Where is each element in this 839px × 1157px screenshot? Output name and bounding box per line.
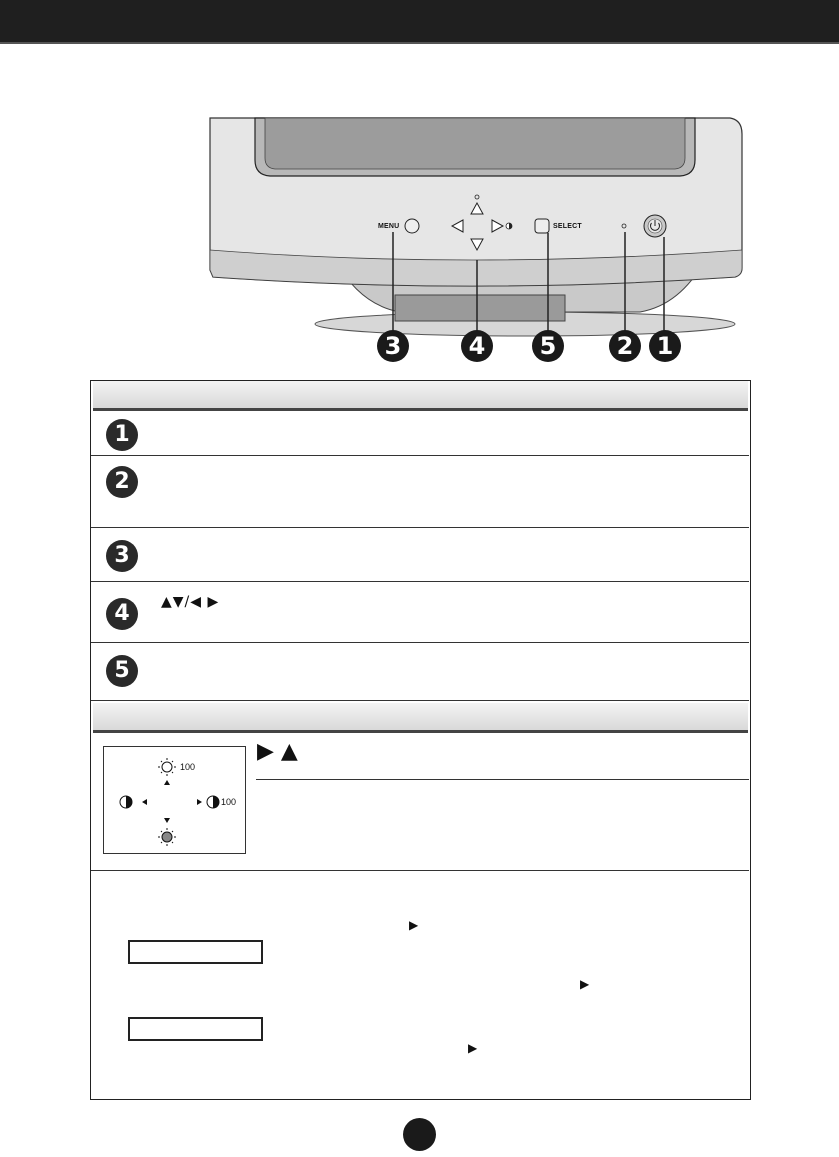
- table-row: [91, 582, 749, 643]
- table-row: [91, 528, 749, 582]
- row-number-2: 2: [106, 466, 138, 498]
- callout-5: 5: [532, 330, 564, 362]
- table-row: [91, 456, 749, 528]
- select-label: SELECT: [553, 223, 582, 230]
- controls-header-band: [93, 381, 748, 411]
- controls-table: [90, 380, 751, 1100]
- callout-3: 3: [377, 330, 409, 362]
- hotkey-header-band: [93, 703, 748, 733]
- menu-label: MENU: [378, 223, 400, 230]
- table-row: [91, 643, 749, 701]
- callout-4: 4: [461, 330, 493, 362]
- osd-adjust-figure: [103, 746, 246, 854]
- monitor-drawing: [0, 100, 839, 370]
- menu-box: [128, 1017, 263, 1041]
- row-number-5: 5: [106, 655, 138, 687]
- right-arrow-icon: ▶: [580, 977, 590, 991]
- callout-2: 2: [609, 330, 641, 362]
- menu-box: [128, 940, 263, 964]
- arrow-keys-label: ▲▼/◀ ▶: [161, 594, 220, 610]
- divider: [91, 870, 749, 871]
- row-number-4: 4: [106, 598, 138, 630]
- right-arrow-icon: ▶: [468, 1041, 478, 1055]
- brightness-value: 100: [180, 762, 196, 772]
- row-number-3: 3: [106, 540, 138, 572]
- monitor-front-illustration: [0, 100, 839, 370]
- callout-1: 1: [649, 330, 681, 362]
- page-number-marker: [403, 1118, 436, 1151]
- header-bar: [0, 0, 839, 44]
- hotkey-arrows-label: ▶ ▲: [257, 739, 298, 764]
- table-row: [91, 413, 749, 456]
- row-number-1: 1: [106, 419, 138, 451]
- right-arrow-icon: ▶: [409, 918, 419, 932]
- contrast-value: 100: [221, 797, 237, 807]
- divider: [256, 779, 749, 780]
